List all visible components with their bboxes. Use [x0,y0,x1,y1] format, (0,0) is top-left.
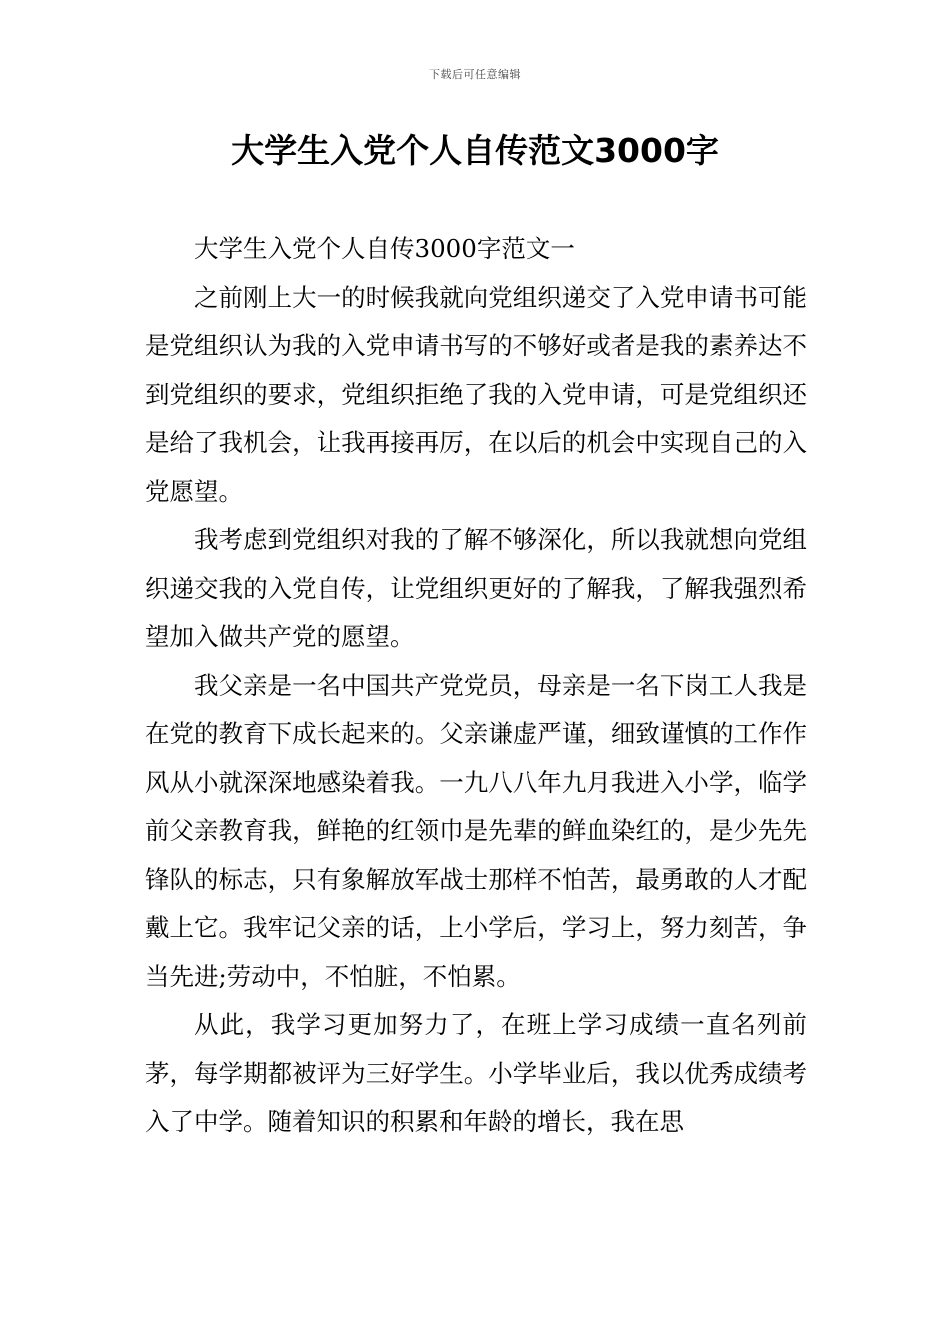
document-body [145,225,807,1147]
paragraph: 我父亲是一名中国共产党党员，母亲是一名下岗工人我是在党的教育下成长起来的。父亲谦虚严谨，细致谨慎的工作作风从小就深深地感染着我。一九八八年九月我进入小学，临学前父亲教育我，鲜艳的红领巾是先辈的鲜血染红的，是少先先锋队的标志，只有象解放军战士那样不怕苦，最勇敢的人才配戴上它。我牢记父亲的话，上小学后，学习上，努力刻苦，争当先进;劳动中，不怕脏，不怕累。 [145,670,807,991]
paragraph-subtitle: 大学生入党个人自传3000字范文一 [194,234,575,263]
paragraph: 之前刚上大一的时候我就向党组织递交了入党申请书可能是党组织认为我的入党申请书写的不够好或者是我的素养达不到党组织的要求，党组织拒绝了我的入党申请，可是党组织还是给了我机会，让我再接再厉，在以后的机会中实现自己的入党愿望。 [145,282,807,506]
paragraph: 我考虑到党组织对我的了解不够深化，所以我就想向党组织递交我的入党自传，让党组织更好的了解我，了解我强烈希望加入做共产党的愿望。 [145,525,807,651]
document-title: 大学生入党个人自传范文3000字 [231,131,719,170]
header-note: 下载后可任意编辑 [429,68,521,81]
paragraph: 从此，我学习更加努力了，在班上学习成绩一直名列前茅，每学期都被评为三好学生。小学毕业后，我以优秀成绩考入了中学。随着知识的积累和年龄的增长，我在思 [145,1010,807,1136]
